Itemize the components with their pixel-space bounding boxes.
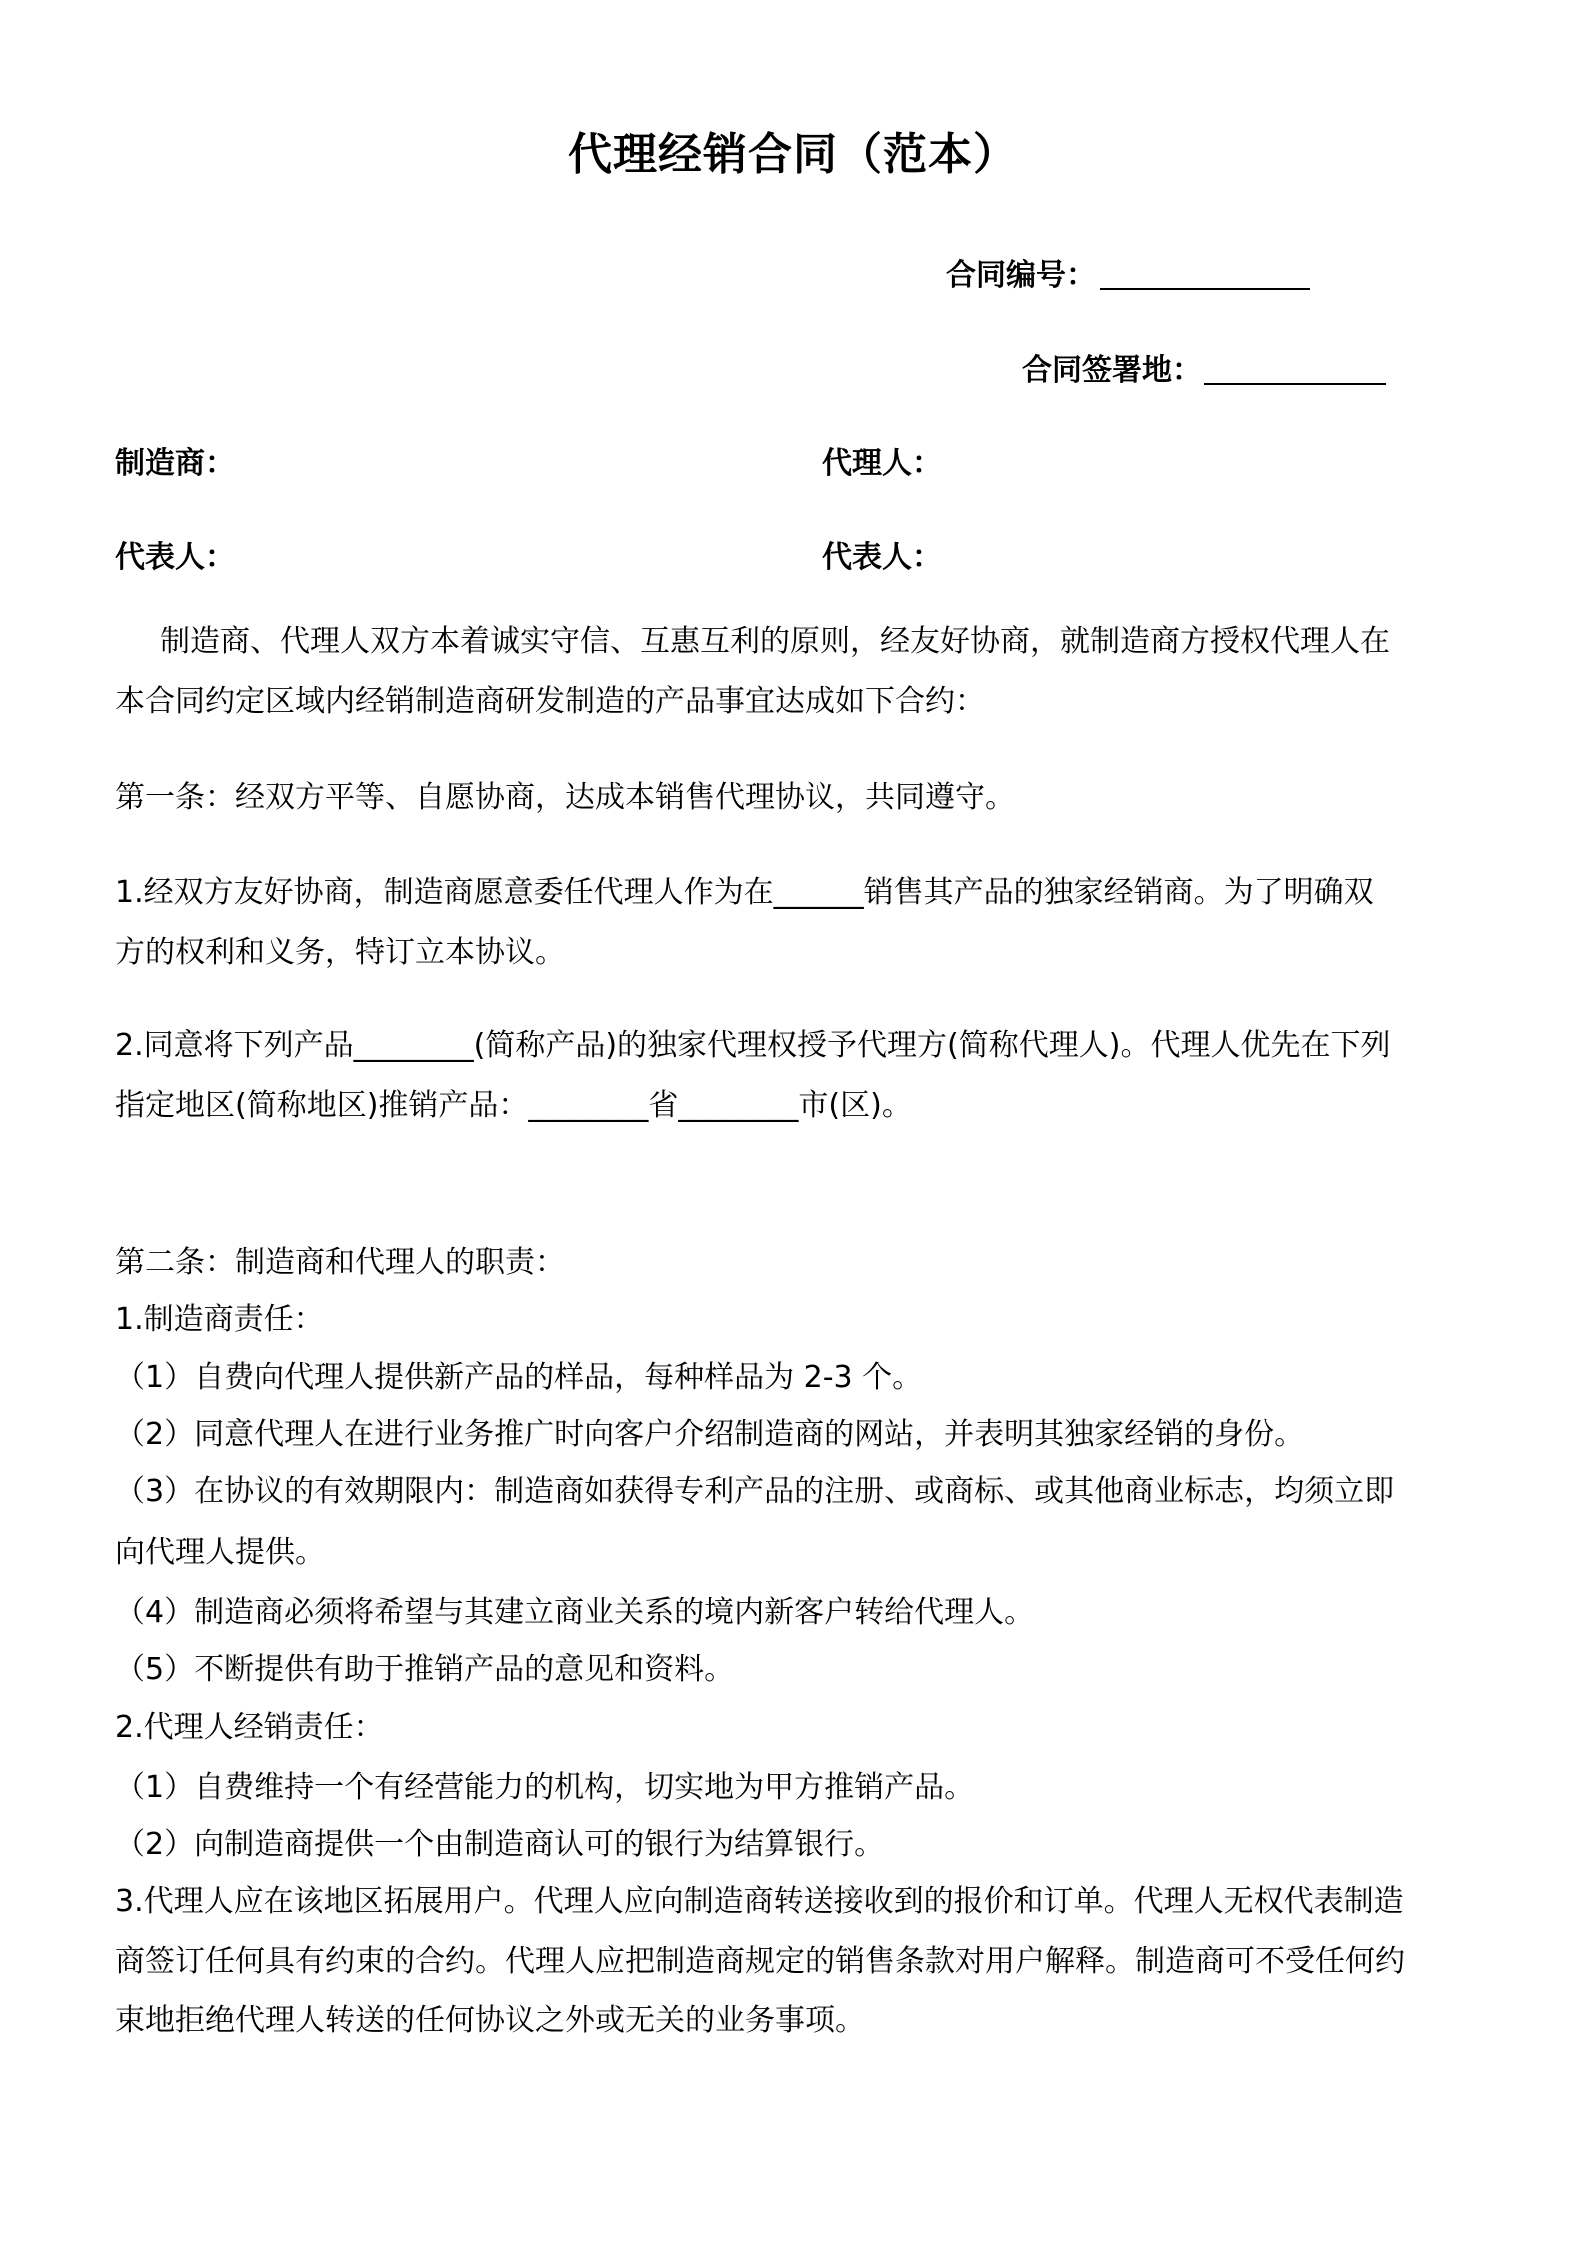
signing-place-blank [1204,383,1386,385]
article-1-item-1-line-2: 方的权利和义务，特订立本协议。 [115,935,565,970]
article-2-heading: 第二条：制造商和代理人的职责： [115,1245,565,1280]
article-2-sub-1-item: （5）不断提供有助于推销产品的意见和资料。 [115,1652,735,1687]
document-title: 代理经销合同（范本） [568,129,1018,180]
article-2-sub-1-item: （2）同意代理人在进行业务推广时向客户介绍制造商的网站，并表明其独家经销的身份。 [115,1417,1305,1452]
article-1-item-2-line-1: 2.同意将下列产品________(简称产品)的独家代理权授予代理方(简称代理人)。代理人优先在下列 [115,1028,1391,1063]
article-2-item-3-line: 商签订任何具有约束的合约。代理人应把制造商规定的销售条款对用户解释。制造商可不受任何约 [115,1944,1405,1979]
manufacturer-label: 制造商： [115,446,235,481]
article-2-sub-2-item: （2）向制造商提供一个由制造商认可的银行为结算银行。 [115,1827,885,1862]
article-2-item-3-line: 束地拒绝代理人转送的任何协议之外或无关的业务事项。 [115,2003,865,2038]
article-2-sub-1-item: （1）自费向代理人提供新产品的样品，每种样品为 2-3 个。 [115,1360,923,1395]
contract-number-label: 合同编号： [946,258,1096,293]
agent-label: 代理人： [822,446,942,481]
manufacturer-rep-label: 代表人： [115,540,235,575]
article-2-sub-1-heading: 1.制造商责任： [115,1302,324,1337]
preamble-line-1: 制造商、代理人双方本着诚实守信、互惠互利的原则，经友好协商，就制造商方授权代理人在 [160,624,1390,659]
article-1-item-2-line-2: 指定地区(简称地区)推销产品：________省________市(区)。 [115,1088,912,1123]
article-1-item-1-line-1: 1.经双方友好协商，制造商愿意委任代理人作为在______销售其产品的独家经销商。为了明确双 [115,875,1374,910]
agent-rep-label: 代表人： [822,540,942,575]
article-2-sub-2-heading: 2.代理人经销责任： [115,1710,384,1745]
signing-place-label: 合同签署地： [1022,353,1202,388]
article-2-sub-2-item: （1）自费维持一个有经营能力的机构，切实地为甲方推销产品。 [115,1770,975,1805]
article-2-sub-1-item: （4）制造商必须将希望与其建立商业关系的境内新客户转给代理人。 [115,1595,1035,1630]
article-2-sub-1-item: 向代理人提供。 [115,1535,325,1570]
article-2-sub-1-item: （3）在协议的有效期限内：制造商如获得专利产品的注册、或商标、或其他商业标志，均须立即 [115,1474,1395,1509]
article-2-item-3-line: 3.代理人应在该地区拓展用户。代理人应向制造商转送接收到的报价和订单。代理人无权代表制造 [115,1884,1404,1919]
contract-number-blank [1100,288,1310,290]
preamble-line-2: 本合同约定区域内经销制造商研发制造的产品事宜达成如下合约： [115,684,985,719]
article-1-heading: 第一条：经双方平等、自愿协商，达成本销售代理协议，共同遵守。 [115,780,1015,815]
